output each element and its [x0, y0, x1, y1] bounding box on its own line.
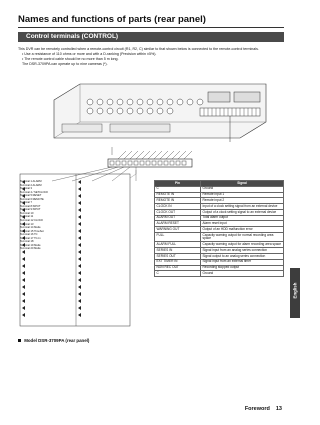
pin-cell: NON REC OUT	[155, 265, 201, 271]
list-item: Terminal 3	[20, 187, 32, 191]
pin-cell: REMOTE IN	[155, 192, 201, 198]
footer-label: Foreword	[244, 406, 270, 412]
list-item: Terminal 20 Mode	[20, 247, 41, 251]
list-item: Terminal 13	[20, 222, 34, 226]
intro-bullet-cable: • The remote control cable should be no more than 5 m long.	[22, 57, 119, 62]
model-caption: Model DSR-3709PA (rear panel)	[18, 338, 89, 343]
signal-cell: Input of a clock setting signal from an external device	[201, 204, 284, 210]
list-item: Terminal 2 ALARM	[20, 183, 42, 187]
pin-cell: CLOCK IN	[155, 204, 201, 210]
list-item: Terminal 8 INPUT	[20, 204, 41, 208]
intro-paragraph: This DVR can be remotely controlled when a remote-control circuit (R1, R2, C) similar to that shown below is connected to the remote-control terminals.	[18, 47, 259, 51]
list-item: Terminal 11	[20, 215, 34, 219]
list-item: Terminal 19 Mode	[20, 243, 41, 247]
list-item: Terminal 16 TC	[20, 233, 38, 237]
signal-cell: Output of an HDD malfunction error	[201, 227, 284, 233]
pin-cell: ALARM FULL	[155, 242, 201, 248]
list-item: Terminal 12 CLOCK	[20, 219, 44, 223]
intro-bullet-cameras: The DSR-3709PA can operate up to nine cameras (*).	[22, 62, 108, 67]
signal-cell: Recording stopped output	[201, 265, 284, 271]
list-item: Terminal 9 INPUT	[20, 208, 41, 212]
signal-cell: Remote input 2	[201, 198, 284, 204]
table-row	[155, 233, 284, 242]
column-header-signal: Signal	[201, 181, 284, 187]
signal-cell: Ground	[201, 186, 284, 192]
signal-cell: Remote input 1	[201, 192, 284, 198]
pin-cell: C	[155, 271, 201, 277]
list-item: Terminal 15 TimeSet	[20, 229, 44, 233]
table-row	[155, 271, 284, 277]
page-footer	[245, 406, 282, 412]
pin-cell: EXT TIMER IN	[155, 259, 201, 265]
page-number: 13	[275, 406, 282, 412]
rear-panel-illustration	[50, 80, 270, 142]
list-item: Terminal 1 ALARM	[20, 180, 42, 183]
signal-cell: Output of a clock setting signal to an external device	[201, 209, 284, 215]
signal-cell: Total alarm output	[201, 215, 284, 221]
list-item: Terminal 17 TC-In	[20, 236, 41, 240]
pin-cell: ALARM OUT	[155, 215, 201, 221]
pin-cell: REMOTE IN	[155, 198, 201, 204]
intro-text	[18, 47, 284, 67]
pin-cell: SERIES IN	[155, 248, 201, 254]
signal-cell: Signal input from an analog series connection	[201, 248, 284, 254]
pin-cell: C	[155, 186, 201, 192]
pin-cell: SERIES OUT	[155, 253, 201, 259]
wiring-terminal-list	[20, 180, 84, 251]
list-item: Terminal 7	[20, 201, 32, 205]
pin-cell: ALARM RESET	[155, 221, 201, 227]
signal-cell: Signal output to an analog series connection	[201, 253, 284, 259]
signal-cell: Signal input from an external timer	[201, 259, 284, 265]
square-bullet-icon	[18, 339, 21, 342]
section-heading: Control terminals (CONTROL)	[18, 32, 284, 42]
signal-table	[154, 180, 284, 277]
language-side-tab: English	[290, 268, 300, 318]
signal-cell: Capacity warning output for normal recording area space	[201, 233, 284, 242]
page-title: Names and functions of parts (rear panel)	[18, 14, 206, 25]
list-item: Terminal 5 RESET	[20, 194, 42, 198]
list-item: Terminal 10	[20, 211, 34, 215]
pin-cell: WARNING OUT	[155, 227, 201, 233]
title-rule	[18, 27, 284, 28]
list-item: Terminal 14 Mode	[20, 226, 41, 230]
signal-cell: Alarm reset input	[201, 221, 284, 227]
intro-bullet-resistance: • Use a resistance of 110 ohms or more and with a D-ranking (Precision within ±5%).	[22, 52, 157, 57]
list-item: Terminal 18	[20, 240, 34, 244]
pin-cell: CLOCK OUT	[155, 209, 201, 215]
signal-cell: Capacity warning output for alarm recording area space	[201, 242, 284, 248]
pin-cell: FULL	[155, 233, 201, 242]
signal-cell: Ground	[201, 271, 284, 277]
list-item: Terminal 6 REMOTE	[20, 197, 44, 201]
list-item: Terminal 4 / SETCLOCK	[20, 190, 49, 194]
column-header-pin: Pin	[155, 181, 201, 187]
